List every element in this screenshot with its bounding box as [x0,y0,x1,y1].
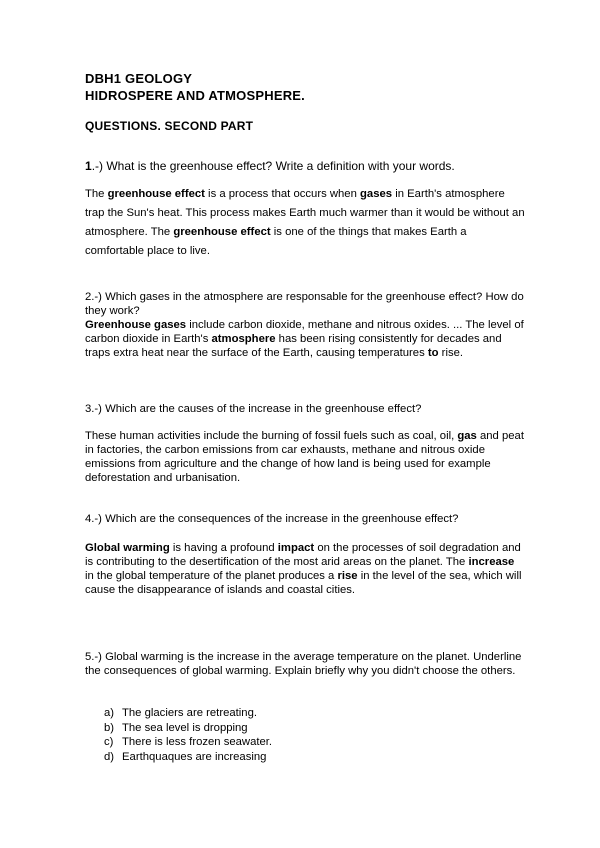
option-c: c) There is less frozen seawater. [104,736,273,748]
question-4: 4.-) Which are the consequences of the increase in the greenhouse effect? [85,513,459,525]
section-subtitle: QUESTIONS. SECOND PART [85,119,254,133]
answer-3: These human activities include the burning of fossil fuels such as coal, oil, gas and peat in factories, the carbon emissions from car exhausts, methane and nitrous oxide emissions from agriculture and the change of how land is being used for example deforestation and urbanisation. [85,430,524,484]
course-title: DBH1 GEOLOGY [85,71,193,86]
option-d: d) Earthquaques are increasing [104,750,267,763]
answer-4: Global warming is having a profound impact on the processes of soil degradation and is contributing to the desertification of the most arid areas on the planet. The increase in the global temperature of the planet produces a rise in the level of the sea, which will cause the disappearance of islands and coastal cities. [85,542,522,596]
question-1-text: .-) What is the greenhouse effect? Write a definition with your words. [91,159,455,173]
option-a: a) The glaciers are retreating. [104,707,258,719]
question-2: 2.-) Which gases in the atmosphere are responsable for the greenhouse effect? How do they work? [85,291,524,317]
question-3: 3.-) Which are the causes of the increase in the greenhouse effect? [85,403,422,415]
topic-title: HIDROSPERE AND ATMOSPHERE. [85,88,305,103]
question-5: 5.-) Global warming is the increase in the average temperature on the planet. Underline the consequences of global warming. Explain briefly why you didn't choose the others. [85,651,522,677]
answer-1: The greenhouse effect is a process that occurs when gases in Earth's atmosphere trap the Sun's heat. This process makes Earth much warmer than it would be without an atmosphere. The greenhouse effect is one of the things that makes Earth a comfortable place to live. [85,188,525,257]
options-list [104,706,272,764]
option-b: b) The sea level is dropping [104,721,248,734]
question-1-number: 1 [85,159,92,173]
answer-2: Greenhouse gases include carbon dioxide, methane and nitrous oxides. ... The level of carbon dioxide in Earth's atmosphere has been rising consistently for decades and traps extra heat near the surface of the Earth, causing temperatures to rise. [85,319,524,359]
question-1 [85,159,525,173]
